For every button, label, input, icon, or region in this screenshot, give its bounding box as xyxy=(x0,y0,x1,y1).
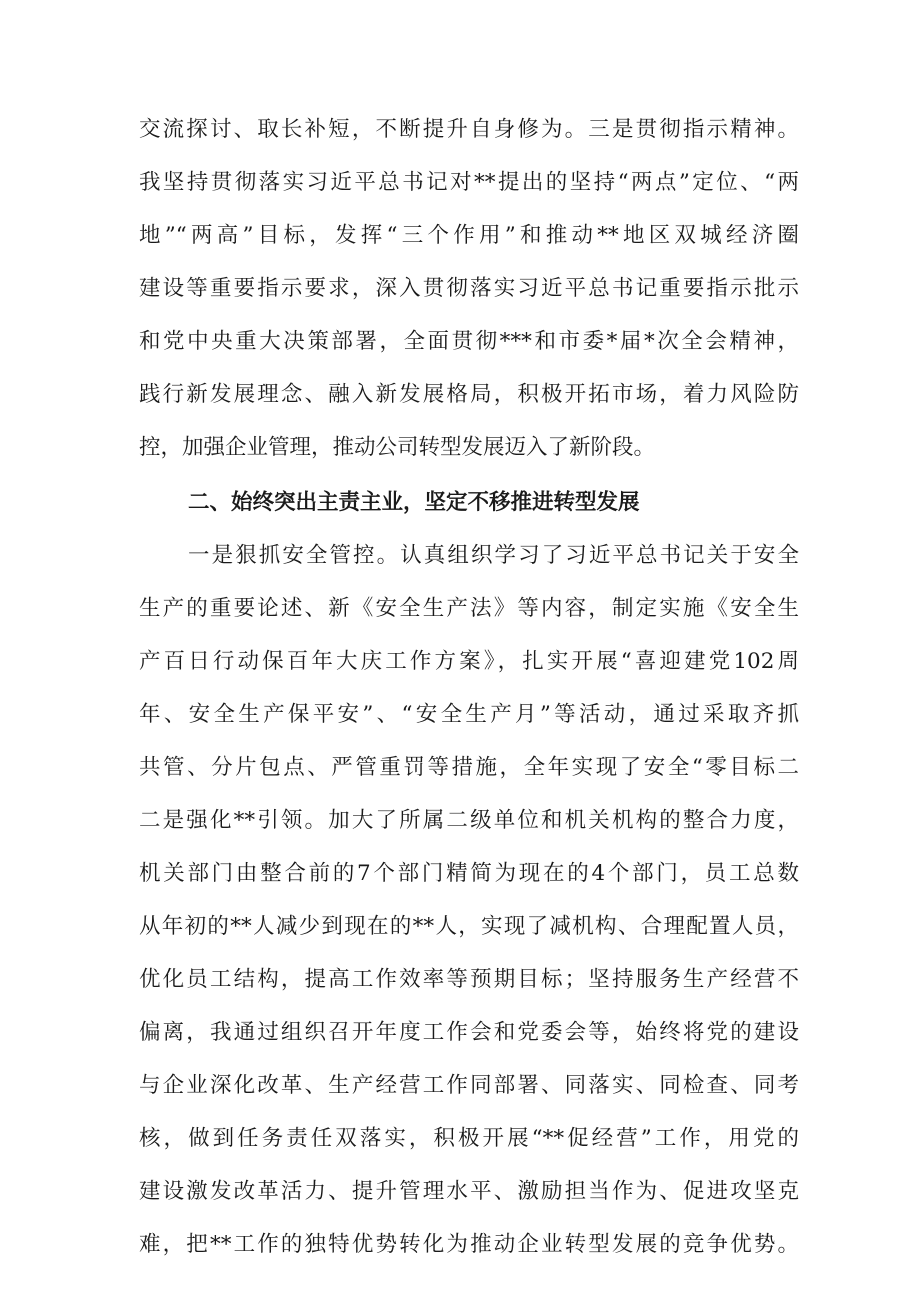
paragraph-2-line-12: 核，做到任务责任双落实，积极开展“**促经营”工作，用党的 xyxy=(139,1126,799,1151)
paragraph-2-line-13: 建设激发改革活力、提升管理水平、激励担当作为、促进攻坚克 xyxy=(139,1179,799,1204)
paragraph-2-line-10: 偏离，我通过组织召开年度工作会和党委会等，始终将党的建设 xyxy=(139,1020,799,1045)
paragraph-1-line-6: 践行新发展理念、融入新发展格局，积极开拓市场，着力风险防 xyxy=(139,382,799,407)
paragraph-2-line-6: 二是强化**引领。加大了所属二级单位和机关机构的整合力度， xyxy=(139,808,799,833)
paragraph-1-line-5: 和党中央重大决策部署，全面贯彻***和市委*届*次全会精神， xyxy=(139,329,799,354)
paragraph-1-line-2: 我坚持贯彻落实习近平总书记对**提出的坚持“两点”定位、“两 xyxy=(139,170,799,195)
paragraph-1-line-7: 控，加强企业管理，推动公司转型发展迈入了新阶段。 xyxy=(139,435,656,460)
paragraph-2-line-4: 年、安全生产保平安”、“安全生产月”等活动，通过采取齐抓 xyxy=(139,702,799,727)
section-heading: 二、始终突出主责主业，坚定不移推进转型发展 xyxy=(188,490,640,515)
paragraph-1-line-3: 地”“两高”目标，发挥“三个作用”和推动**地区双城经济圈 xyxy=(139,223,799,248)
paragraph-2-line-5: 共管、分片包点、严管重罚等措施，全年实现了安全“零目标二 xyxy=(139,755,799,780)
paragraph-2-line-1: 一是狠抓安全管控。认真组织学习了习近平总书记关于安全 xyxy=(188,543,799,568)
paragraph-2-line-11: 与企业深化改革、生产经营工作同部署、同落实、同检查、同考 xyxy=(139,1073,799,1098)
paragraph-2-line-8: 从年初的**人减少到现在的**人，实现了减机构、合理配置人员， xyxy=(139,914,799,939)
paragraph-2-line-7: 机关部门由整合前的7个部门精简为现在的4个部门，员工总数 xyxy=(139,861,799,886)
paragraph-2-line-2: 生产的重要论述、新《安全生产法》等内容，制定实施《安全生 xyxy=(139,596,799,621)
paragraph-2-line-14: 难，把**工作的独特优势转化为推动企业转型发展的竞争优势。 xyxy=(139,1232,799,1257)
paragraph-1-line-4: 建设等重要指示要求，深入贯彻落实习近平总书记重要指示批示 xyxy=(139,276,799,301)
paragraph-2-line-9: 优化员工结构，提高工作效率等预期目标；坚持服务生产经营不 xyxy=(139,967,799,992)
paragraph-1-line-1: 交流探讨、取长补短，不断提升自身修为。三是贯彻指示精神。 xyxy=(139,117,799,142)
paragraph-2-line-3: 产百日行动保百年大庆工作方案》，扎实开展“喜迎建党102周 xyxy=(139,649,799,674)
